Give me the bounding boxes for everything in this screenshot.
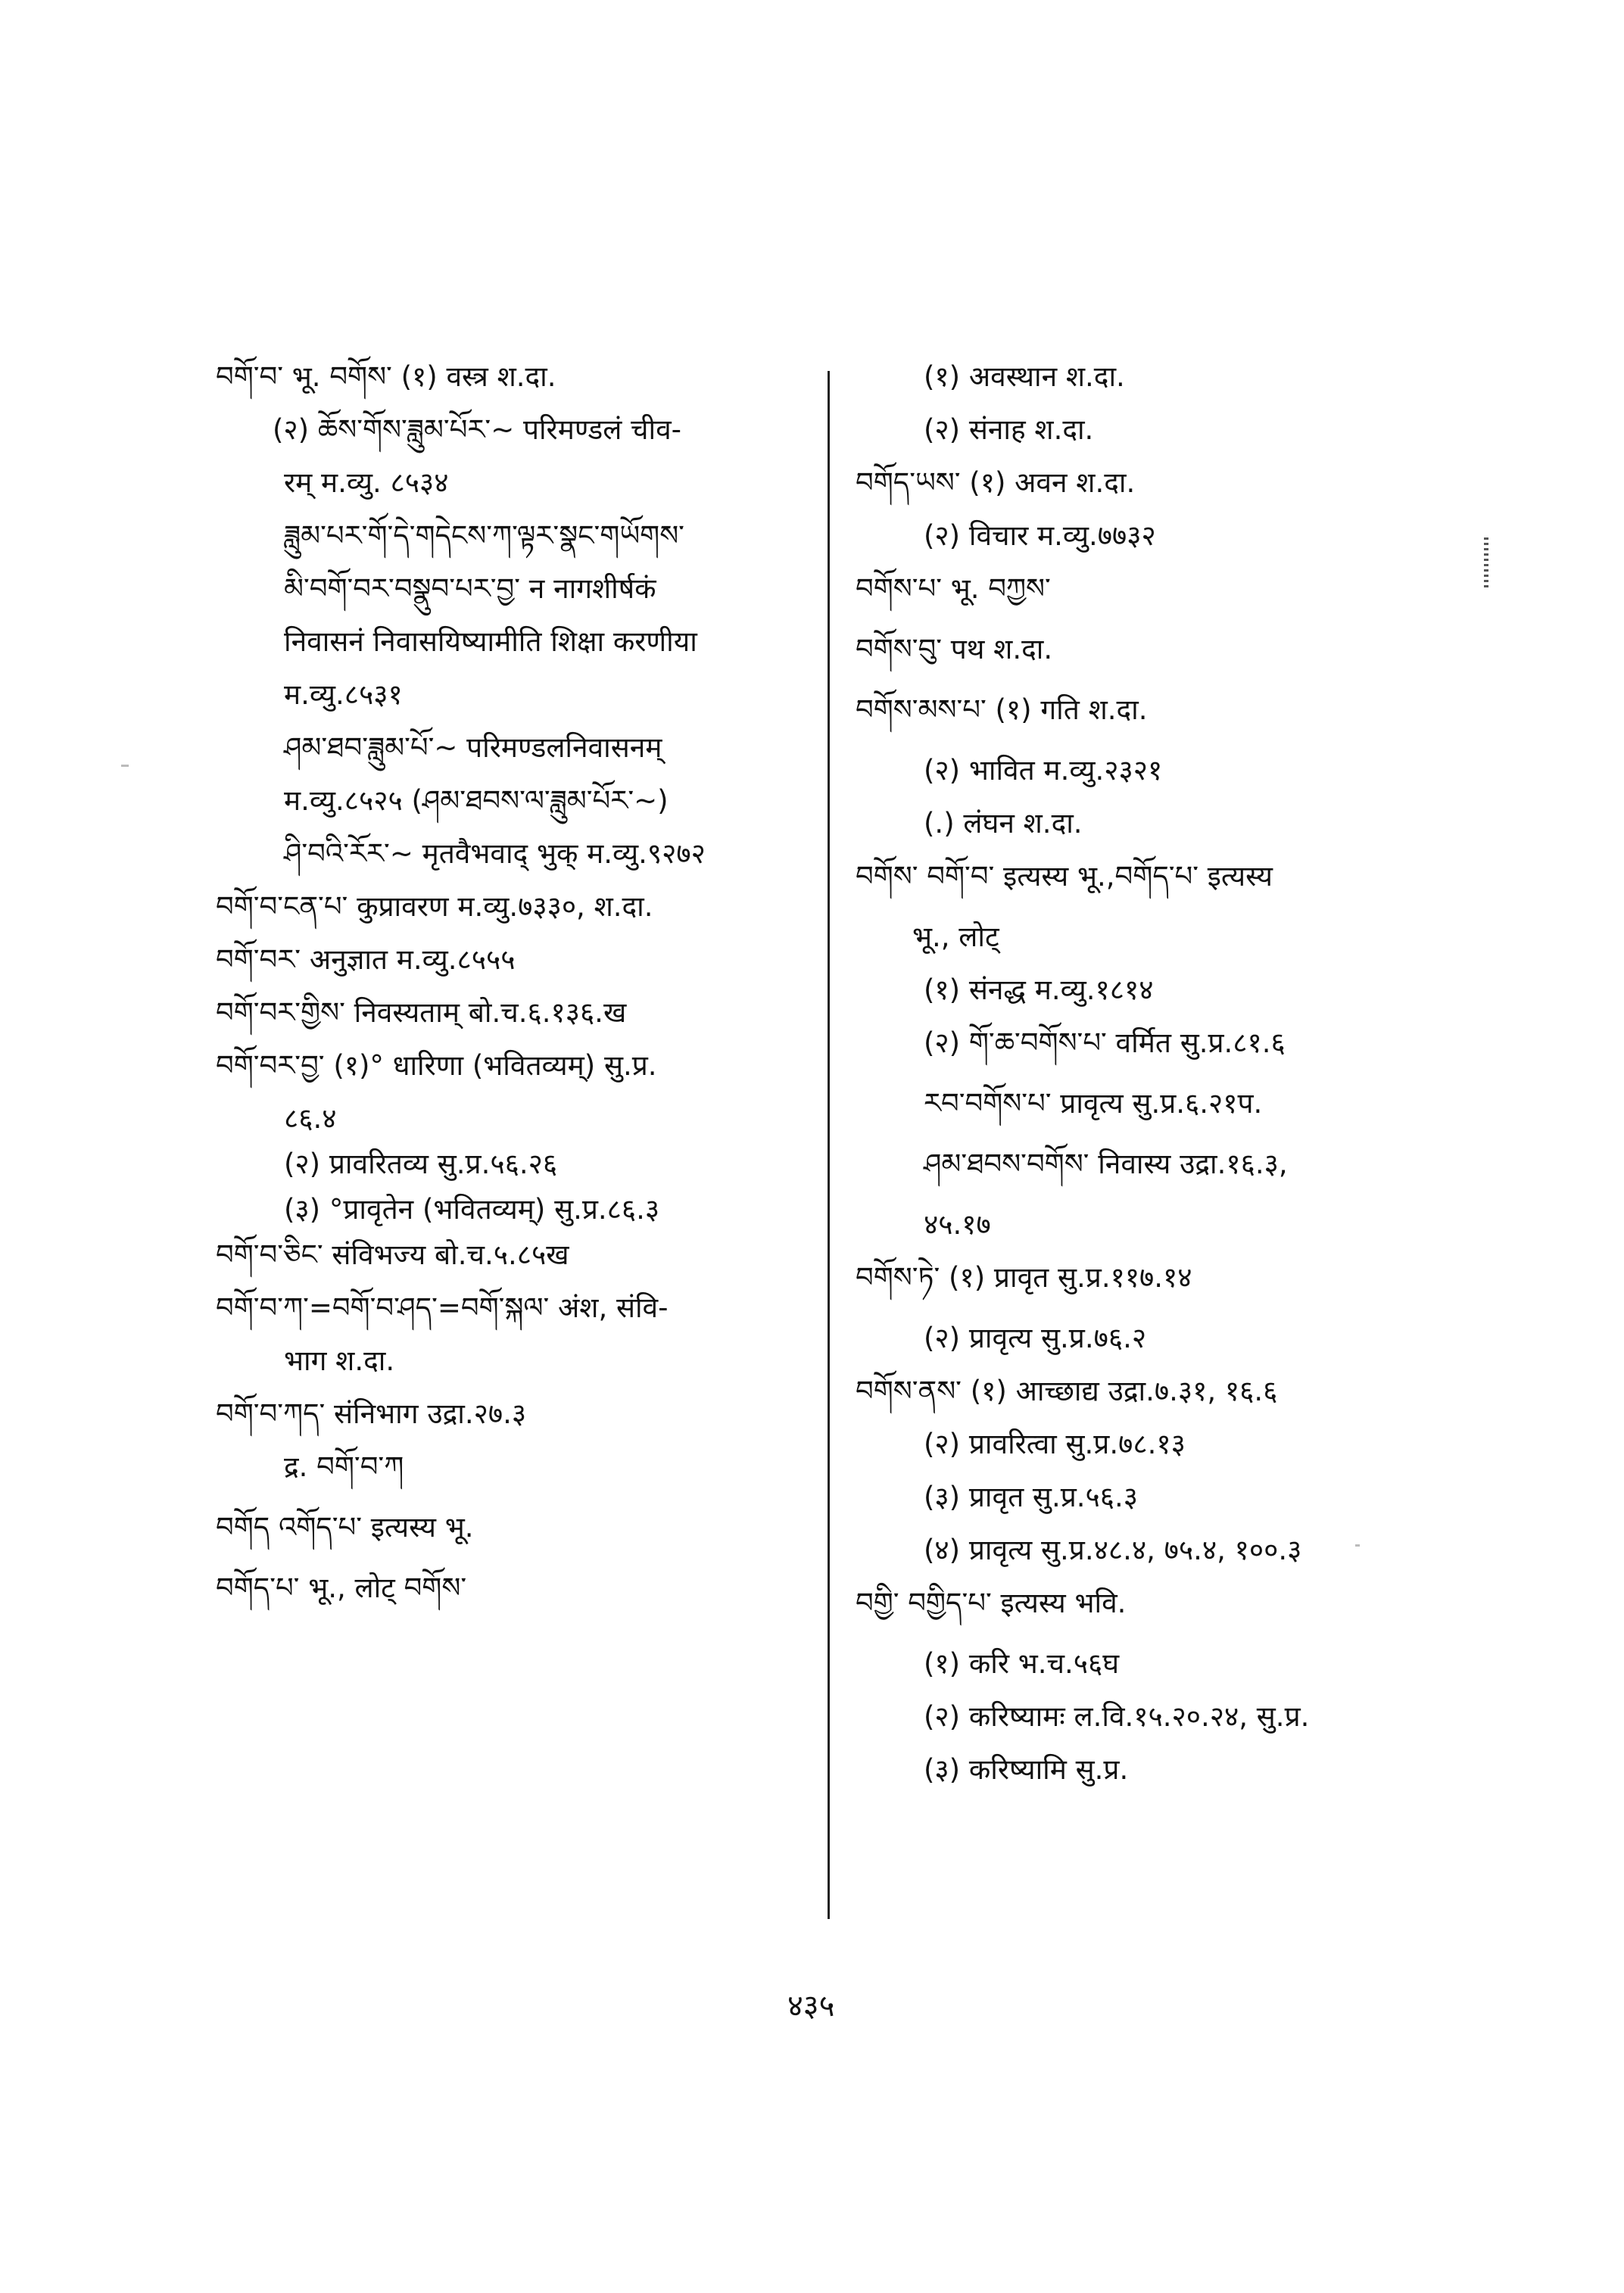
entry-line: (२) करिष्यामः ल.वि.१५.२०.२४, सु.प्र. [924,1700,1310,1733]
scan-speck [121,765,129,767]
entry-line: བགོད་པ་ भू., लोट् བགོས་ [216,1572,467,1604]
entry-line: म.व्यु.८५२५ (ཤམ་ཐབས་ལ་ཟླུམ་པོར་~) [284,784,669,817]
entry-line: ८६.४ [284,1102,337,1135]
entry-line: བགོ་བ་ཅིང་ संविभज्य बो.च.५.८५ख [216,1238,569,1271]
entry-line: བགོ་བར་བྱ་ (१)° धारिणा (भवितव्यम्) सु.प्र. [216,1049,657,1082]
page-number: ४३५ [787,1989,835,2024]
entry-line: (२) གོ་ཆ་བགོས་པ་ वर्मित सु.प्र.८१.६ [924,1027,1286,1059]
entry-line: ཤམ་ཐབ་ཟླུམ་པོ་~ परिमण्डलनिवासनम् [284,731,662,764]
entry-line: ཤམ་ཐབས་བགོས་ निवास्य उद्रा.१६.३, [924,1148,1288,1180]
entry-line: བགོས་མས་པ་ (१) गति श.दा. [856,693,1148,726]
entry-line: निवासनं निवासयिष्यामीति शिक्षा करणीया [284,625,697,658]
entry-line: རབ་བགོས་པ་ प्रावृत्य सु.प्र.६.२१प. [924,1087,1263,1120]
entry-line: བགོས་ཏེ་ (१) प्रावृत सु.प्र.११७.१४ [856,1261,1192,1294]
entry-line: ४५.१७ [924,1208,991,1241]
entry-line: བགོ་བར་ अनुज्ञात म.व्यु.८५५५ [216,943,516,976]
entry-line: (.) लंघन श.दा. [924,807,1083,840]
entry-line: रम् म.व्यु. ८५३४ [284,466,449,499]
entry-line: བགོས་བུ་ पथ श.दा. [856,633,1053,665]
entry-line: མི་བགོ་བར་བསྣུབ་པར་བྱ་ न नागशीर्षकं [284,572,656,605]
entry-line: བགོས་པ་ भू. བཀྱས་ [856,572,1051,605]
entry-line: (२) प्रावरित्वा सु.प्र.७८.१३ [924,1428,1186,1460]
entry-line: བགོ་བ་ཀ་=བགོ་བ་ཤད་=བགོ་སྐལ་ अंश, संवि- [216,1291,669,1324]
entry-line: भाग श.दा. [284,1344,395,1377]
entry-line: (३) करिष्यामि सु.प्र. [924,1753,1129,1786]
scan-edge-mark [1484,537,1488,590]
entry-line: ཟླུམ་པར་གོ་དེ་གདེངས་ཀ་ལྟར་སྣང་གཡོགས་ [284,519,684,552]
entry-line: (२) ཆོས་གོས་ཟླུམ་པོར་~ परिमण्डलं चीव- [273,413,682,446]
entry-line: म.व्यु.८५३१ [284,678,403,711]
entry-line: (१) अवस्थान श.दा. [924,360,1125,393]
entry-line: ཤི་བའི་རོར་~ मृतवैभवाद् भुक् म.व्यु.९२७२ [284,837,706,870]
entry-line: (२) संनाह श.दा. [924,413,1094,446]
entry-line: བགྱི་ བགྱིད་པ་ इत्यस्य भवि. [856,1587,1127,1619]
entry-line: (१) संनद्ध म.व्यु.१८१४ [924,974,1154,1006]
entry-line: བགོས་ བགོ་བ་ इत्यस्य भू.,བགོད་པ་ इत्यस्य [856,860,1273,893]
entry-line: བགོས་ནས་ (१) आच्छाद्य उद्रा.७.३१, १६.६ [856,1375,1278,1407]
entry-line: द्र. བགོ་བ་ཀ [284,1450,404,1483]
entry-line: (३) प्रावृत सु.प्र.५६.३ [924,1481,1138,1513]
entry-line: བགོད འགོད་པ་ इत्यस्य भू. [216,1511,474,1544]
entry-line: (४) प्रावृत्य सु.प्र.४८.४, ७५.४, १००.३ [924,1534,1302,1566]
column-divider [828,371,830,1919]
entry-line: (१) करि भ.च.५६घ [924,1647,1120,1680]
entry-line: भू., लोट् [912,921,999,953]
entry-line: བགོ་བར་གྱིས་ निवस्यताम् बो.च.६.१३६.ख [216,996,627,1029]
entry-line: (२) विचार म.व्यु.७७३२ [924,519,1156,552]
entry-line: བགོད་ཡས་ (१) अवन श.दा. [856,466,1136,499]
entry-line: (२) भावित म.व्यु.२३२१ [924,754,1163,787]
entry-line: (३) °प्रावृतेन (भवितव्यम्) सु.प्र.८६.३ [284,1193,660,1226]
entry-line: (२) प्रावृत्य सु.प्र.७६.२ [924,1322,1147,1354]
scan-speck [1355,1544,1360,1547]
entry-line: བགོ་བ་ भू. བགོས་ (१) वस्त्र श.दा. [216,360,556,393]
entry-line: (२) प्रावरितव्य सु.प्र.५६.२६ [284,1148,558,1180]
entry-line: བགོ་བ་ངན་པ་ कुप्रावरण म.व्यु.७३३०, श.दा. [216,890,653,923]
entry-line: བགོ་བ་ཀད་ संनिभाग उद्रा.२७.३ [216,1397,527,1430]
